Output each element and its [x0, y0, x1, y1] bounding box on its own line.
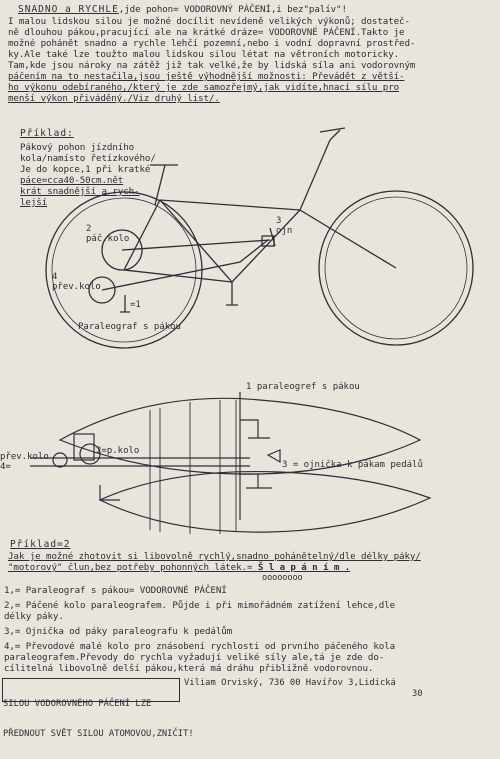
- boat-label-1: 1 paraleogref s pákou: [246, 382, 360, 392]
- label-ojn: 3 ojn: [276, 216, 293, 236]
- example2-line2: [8, 562, 350, 573]
- example2-line2-b: Š l a p á n í m .: [257, 562, 351, 573]
- item-num: 2,=: [4, 600, 21, 611]
- example2-line2-a: "motorový" člun,bez potřeby pohonných látek.=: [8, 562, 258, 573]
- boat-label-3: 3 = ojnička k pákam pedálů: [282, 460, 423, 470]
- item-text: Páčené kolo paraleografem. Půjde i při mimořádném zatížení lehce,dle délky páky.: [4, 600, 396, 622]
- example2-item: [4, 600, 395, 622]
- item-text: Převodové malé kolo pro znásobení rychlosti od prvního páčeného kola paraleografem.Převody do rychla vyžadují veliké síly ale,tá je zde do- cílitelná libovolně delší pákou,která má dráhu přibližně vodorovnou.: [4, 641, 396, 674]
- intro-title: SNADNO a RYCHLE: [18, 4, 119, 15]
- label-one: =1: [130, 300, 141, 310]
- label-prev-kolo: 4 přev.kolo: [52, 272, 101, 292]
- item-num: 3,=: [4, 626, 21, 637]
- example2-heading: Příklad=2: [10, 539, 71, 550]
- footer-slogan-1: SILOU VODOROVNÉHO PÁČENÍ LZE: [3, 699, 152, 709]
- item-num: 1,=: [4, 585, 21, 596]
- intro-line: Tam,kde jsou nároky na zátěž již tak velké,že by lidská síla ani vodorovným: [8, 60, 416, 71]
- item-text: Paraleograf s pákou= VODOROVNÉ PÁČENÍ: [25, 585, 227, 596]
- example1-line: Je do kopce,1 při kratké: [20, 164, 151, 175]
- example2-circles: oooooooo: [262, 573, 303, 583]
- example1-line: krát snadnější a rych-: [20, 186, 140, 197]
- example2-item: [4, 626, 232, 637]
- intro-line: ky.Ale také lze toužto malou lidskou silou létat na větroních motoricky.: [8, 49, 400, 60]
- intro-line: ně dlouhou pákou,pracující ale na krátké dráze= VODOROVNÉ PÁČENÍ.Takto je: [8, 27, 405, 38]
- footer-slogan-box: [2, 678, 194, 739]
- footer-author: Viliam Orviský, 736 00 Havířov 3,Lidická: [184, 678, 396, 688]
- example2-line1: Jak je možné zhotovit si libovolně rychlý,snadno pohánětelný/dle délky páky/: [8, 551, 421, 562]
- boat-label-2: 2=p.kolo: [96, 446, 140, 456]
- boat-hull-bottom: [100, 472, 430, 533]
- intro-line: páčením na to nestačila,jsou ještě výhodnější možnosti: Převádět z větší-: [8, 71, 405, 82]
- intro-line-1: [18, 4, 347, 15]
- example1-line: Pákový pohon jízdního: [20, 142, 135, 153]
- boat-label-4: přev.kolo 4=: [0, 452, 49, 472]
- intro-title-rest: ,jde pohon= VODOROVNÝ PÁČENÍ,i bez"palív"!: [118, 4, 347, 15]
- example2-item: [4, 641, 395, 674]
- item-text: Ojnička od páky paraleografu k pedálům: [25, 626, 233, 637]
- footer-slogan-2: PŘEDNOUT SVĚT SILOU ATOMOVOU,ZNIČIT!: [3, 729, 194, 739]
- label-paraleograf: Paraleograf s pákou: [78, 322, 181, 332]
- example2-item: [4, 585, 227, 596]
- intro-line: I malou lidskou silou je možné docílit nevídeně velikých výkonů; dostateč-: [8, 16, 410, 27]
- intro-line: možné pohánět snadno a rychle lehčí pozemní,nebo i vodní dopravní prostřed-: [8, 38, 416, 49]
- intro-line: menší výkon přiváděný./Viz druhý list/.: [8, 93, 220, 104]
- example1-heading: Příklad:: [20, 128, 74, 139]
- example1-line: lejší: [20, 197, 48, 208]
- footer-number: 30: [412, 689, 423, 699]
- example1-line: páce=cca40-50cm.nět: [20, 175, 124, 186]
- front-wheel: [319, 191, 473, 345]
- example1-line: kola/namísto řetízkového/: [20, 153, 156, 164]
- label-pac-kolo: 2 páč.kolo: [86, 224, 130, 244]
- item-num: 4,=: [4, 641, 21, 652]
- intro-line: ho výkonu odebíraného,/který je zde samozřejmý,jak vidíte,hnací sílu pro: [8, 82, 400, 93]
